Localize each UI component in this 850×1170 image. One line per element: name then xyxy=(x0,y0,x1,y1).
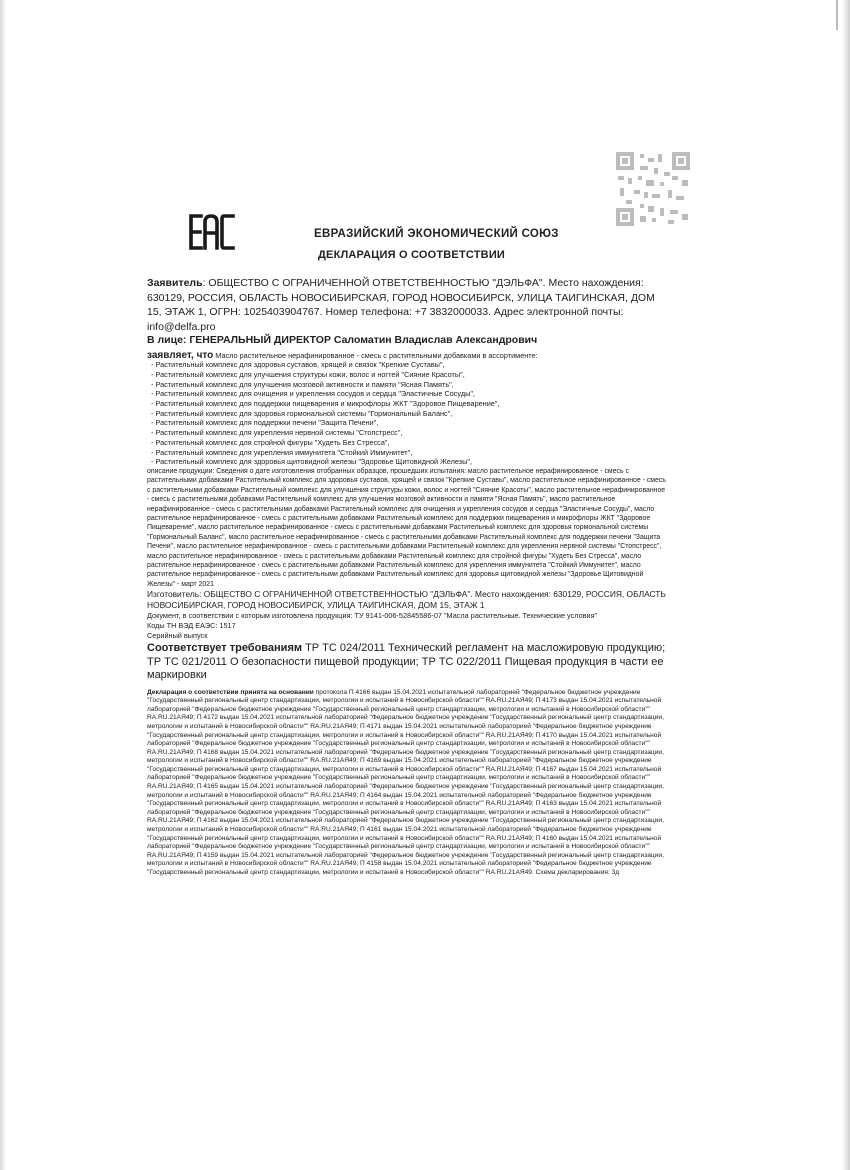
product-item: - Растительный комплекс для очищения и укрепления сосудов и сердца "Эластичные Сосуды", xyxy=(151,389,475,399)
product-item: - Растительный комплекс для здоровья гормональной системы "Гормональный Баланс", xyxy=(151,408,453,418)
declares-intro: Масло растительное нерафинированное - смесь с растительными добавками в ассортименте: xyxy=(215,350,538,360)
representative-block xyxy=(147,333,667,348)
applicant-label: Заявитель xyxy=(147,277,203,289)
product-item: - Растительный комплекс для поддержки пищеварения и микрофлоры ЖКТ "Здоровое Пищеварение", xyxy=(151,399,500,409)
document-block xyxy=(147,611,667,621)
requirements-label: Соответствует требованиям xyxy=(147,642,302,655)
product-item: - Растительный комплекс для стройной фигуры "Худеть Без Стресса", xyxy=(151,437,390,447)
declaration-title: ДЕКЛАРАЦИЯ О СООТВЕТСТВИИ xyxy=(318,249,506,261)
codes-value: 1517 xyxy=(219,620,236,630)
union-title: ЕВРАЗИЙСКИЙ ЭКОНОМИЧЕСКИЙ СОЮЗ xyxy=(314,228,559,240)
product-item: - Растительный комплекс для укрепления нервной системы "Стопстресс", xyxy=(151,428,403,438)
product-item: - Растительный комплекс для улучшения структуры кожи, волос и ногтей "Сияние Красоты", xyxy=(151,369,465,379)
declaration-body xyxy=(147,276,667,878)
basis-label: Декларация о соответствии принята на основании xyxy=(147,688,314,696)
fold-mark xyxy=(836,0,838,30)
declares-label: заявляет, что xyxy=(147,349,214,361)
declares-block xyxy=(147,351,667,361)
product-item: - Растительный комплекс для улучшения мозговой активности и памяти "Ясная Память", xyxy=(151,379,454,389)
requirements-text: ТР ТС 024/2011 Технический регламент на масложировую продукцию; ТР ТС 021/2011 О безопасности пищевой продукции; ТР ТС 022/2011 Пищевая продукция в части ее маркировки xyxy=(147,642,666,682)
representative-name: ГЕНЕРАЛЬНЫЙ ДИРЕКТОР Саломатин Владислав Александрович xyxy=(189,334,538,346)
manufacturer-label: Изготовитель: xyxy=(147,589,202,600)
product-item: - Растительный комплекс для здоровья суставов, хрящей и связок "Крепкие Суставы", xyxy=(151,360,445,370)
codes-block xyxy=(147,621,667,631)
product-description: описание продукции: Сведения о дате изготовления отобранных образцов, прошедших испытания: масло растительное нерафинированное - смесь с растительными добавками Растительный комплекс для здоровья суставов, хрящей и связок "Крепкие Суставы", масло растительное нерафинированное - смесь с растительными добавками Растительный комплекс для улучшения структуры кожи, волос и ногтей "Сияние Красоты", масло растительное нерафинированное - смесь с растительными добавками Растительный комплекс для улучшения мозговой активности и памяти "Ясная Память", масло растительное нерафинированное - смесь с растительными добавками Растительный комплекс для очищения и укрепления сосудов и сердца "Эластичные Сосуды", масло растительное нерафинированное - смесь с растительными добавками Растительный комплекс для поддержки пищеварения и микрофлоры ЖКТ "Здоровое Пищеварение", масло растительное нерафинированное - смесь с растительными добавками Растительный комплекс для здоровья гормональной системы "Гормональный Баланс", масло растительное нерафинированное - смесь с растительными добавками Растительный комплекс для поддержки печени "Защита Печени", масло растительное нерафинированное - смесь с растительными добавками Растительный комплекс для укрепления нервной системы "Стопстресс", масло растительное нерафинированное - смесь с растительными добавками Растительный комплекс для стройной фигуры "Худеть Без Стресса", масло растительное нерафинированное - смесь с растительными добавками Растительный комплекс для укрепления иммунитета "Стойкий Иммунитет", масло растительное нерафинированное - смесь с растительными добавками Растительный комплекс для здоровья щитовидной железы "Здоровье Щитовидной Железы" - март 2021 xyxy=(147,467,666,588)
product-item: - Растительный комплекс для укрепления иммунитета "Стойкий Иммунитет", xyxy=(151,447,413,457)
serial-release: Серийный выпуск xyxy=(147,630,208,640)
manufacturer-text: ОБЩЕСТВО С ОГРАНИЧЕННОЙ ОТВЕТСТВЕННОСТЬЮ "ДЭЛЬФА". Место нахождения: 630129, РОССИЯ, ОБЛАСТЬ НОВОСИБИРСКАЯ, ГОРОД НОВОСИБИРСК, УЛИЦА ТАИГИНСКАЯ, ДОМ 15, ЭТАЖ 1 xyxy=(147,589,666,611)
codes-label: Коды ТН ВЭД ЕАЭС: xyxy=(147,620,218,630)
applicant-block: Заявитель: ОБЩЕСТВО С ОГРАНИЧЕННОЙ ОТВЕТСТВЕННОСТЬЮ "ДЭЛЬФА". Место нахождения: 630129, РОССИЯ, ОБЛАСТЬ НОВОСИБИРСКАЯ, ГОРОД НОВОСИБИРСК, УЛИЦА ТАИГИНСКАЯ, ДОМ 15, ЭТАЖ 1, ОГРН: 1025403904767. Номер телефона: +7 3832000033. Адрес электронной почты: info@delfa.pro xyxy=(147,277,655,333)
scan-edge-right xyxy=(842,0,850,1170)
manufacturer-block xyxy=(147,589,667,611)
qr-code-icon xyxy=(616,152,690,226)
scan-edge-left xyxy=(0,0,6,1170)
document-label: Документ, в соответствии с которым изготовлена продукция: xyxy=(147,611,353,621)
representative-label: В лице: xyxy=(147,334,187,346)
product-item: - Растительный комплекс для поддержки печени "Защита Печени", xyxy=(151,418,379,428)
eac-logo xyxy=(188,212,236,252)
requirements-block xyxy=(147,642,667,682)
applicant-text: ОБЩЕСТВО С ОГРАНИЧЕННОЙ ОТВЕТСТВЕННОСТЬЮ "ДЭЛЬФА". Место нахождения: 630129, РОССИЯ, ОБЛАСТЬ НОВОСИБИРСКАЯ, ГОРОД НОВОСИБИРСК, УЛИЦА ТАИГИНСКАЯ, ДОМ 15, ЭТАЖ 1, ОГРН: 1025403904767. Номер телефона: +7 3832000033. Адрес электронной почты: info@delfa.pro xyxy=(147,277,655,333)
basis-block xyxy=(147,689,667,878)
document-text: ТУ 9141-006-52845586-07 "Масла растительные. Технические условия" xyxy=(354,611,598,621)
product-item: - Растительный комплекс для здоровья щитовидной железы "Здоровье Щитовидной Железы", xyxy=(151,457,472,467)
basis-text: протокола П 4166 выдан 15.04.2021 испытательной лабораторией "Федеральное бюджетное учреждение "Государственный региональный центр стандартизации, метрологии и испытаний в Новосибирской области"" RA.RU.21АЯ49; П 4173 выдан 15.04.2021 испытательной лабораторией "Федеральное бюджетное учреждение "Государственный региональный центр стандартизации, метрологии и испытаний в Новосибирской области"" RA.RU.21АЯ49; П 4172 выдан 15.04.2021 испытательной лабораторией "Федеральное бюджетное учреждение "Государственный региональный центр стандартизации, метрологии и испытаний в Новосибирской области"" RA.RU.21АЯ49; П 4171 выдан 15.04.2021 испытательной лабораторией "Федеральное бюджетное учреждение "Государственный региональный центр стандартизации, метрологии и испытаний в Новосибирской области"" RA.RU.21АЯ49; П 4170 выдан 15.04.2021 испытательной лабораторией "Федеральное бюджетное учреждение "Государственный региональный центр стандартизации, метрологии и испытаний в Новосибирской области"" RA.RU.21АЯ49; П 4168 выдан 15.04.2021 испытательной лабораторией "Федеральное бюджетное учреждение "Государственный региональный центр стандартизации, метрологии и испытаний в Новосибирской области"" RA.RU.21АЯ49; П 4169 выдан 15.04.2021 испытательной лабораторией "Федеральное бюджетное учреждение "Государственный региональный центр стандартизации, метрологии и испытаний в Новосибирской области"" RA.RU.21АЯ49; П 4167 выдан 15.04.2021 испытательной лабораторией "Федеральное бюджетное учреждение "Государственный региональный центр стандартизации, метрологии и испытаний в Новосибирской области"" RA.RU.21АЯ49; П 4165 выдан 15.04.2021 испытательной лабораторией "Федеральное бюджетное учреждение "Государственный региональный центр стандартизации, метрологии и испытаний в Новосибирской области"" RA.RU.21АЯ49; П 4164 выдан 15.04.2021 испытательной лабораторией "Федеральное бюджетное учреждение "Государственный региональный центр стандартизации, метрологии и испытаний в Новосибирской области"" RA.RU.21АЯ49; П 4163 выдан 15.04.2021 испытательной лабораторией "Федеральное бюджетное учреждение "Государственный региональный центр стандартизации, метрологии и испытаний в Новосибирской области"" RA.RU.21АЯ49; П 4162 выдан 15.04.2021 испытательной лабораторией "Федеральное бюджетное учреждение "Государственный региональный центр стандартизации, метрологии и испытаний в Новосибирской области"" RA.RU.21АЯ49; П 4161 выдан 15.04.2021 испытательной лабораторией "Федеральное бюджетное учреждение "Государственный региональный центр стандартизации, метрологии и испытаний в Новосибирской области"" RA.RU.21АЯ49; П 4160 выдан 15.04.2021 испытательной лабораторией "Федеральное бюджетное учреждение "Государственный региональный центр стандартизации, метрологии и испытаний в Новосибирской области"" RA.RU.21АЯ49; П 4159 выдан 15.04.2021 испытательной лабораторией "Федеральное бюджетное учреждение "Государственный региональный центр стандартизации, метрологии и испытаний в Новосибирской области"" RA.RU.21АЯ49; П 4158 выдан 15.04.2021 испытательной лабораторией "Федеральное бюджетное учреждение "Государственный региональный центр стандартизации, метрологии и испытаний в Новосибирской области"" RA.RU.21АЯ49. Схема декларирования: 3д xyxy=(147,688,664,877)
